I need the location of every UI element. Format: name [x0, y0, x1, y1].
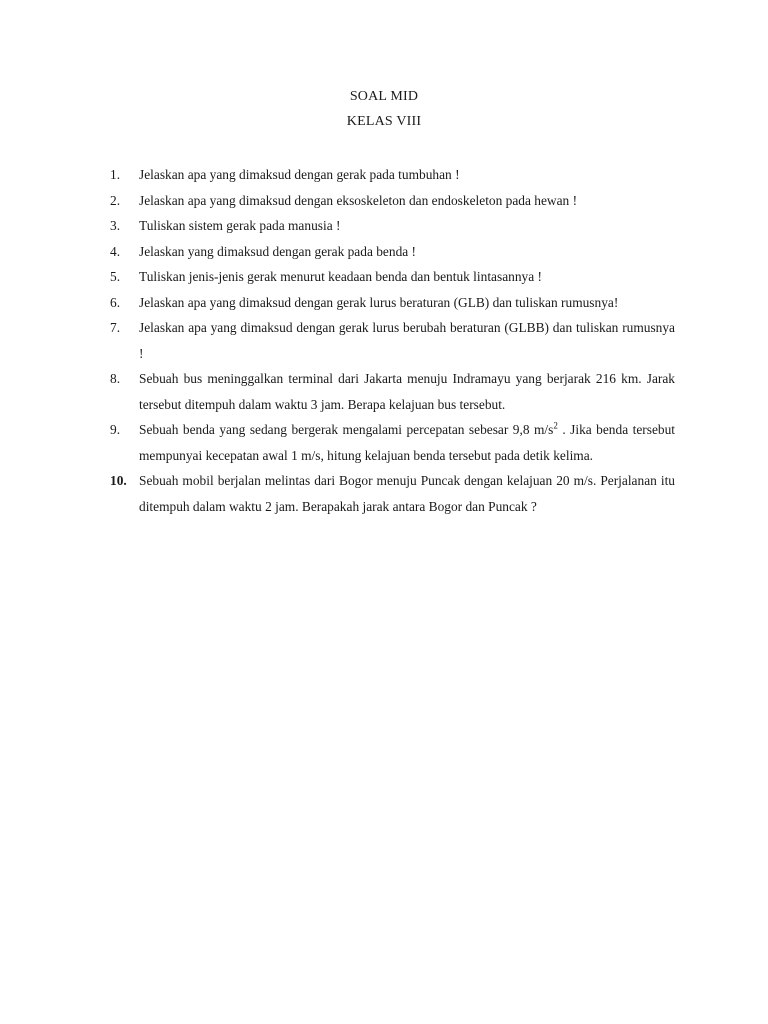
question-text-after: . Jika benda tersebut mempunyai kecepatan awal 1 m/s, hitung kelajuan benda tersebut pada detik kelima. — [139, 422, 676, 463]
question-text-before: Sebuah benda yang sedang bergerak mengalami percepatan sebesar 9,8 m/s — [139, 422, 554, 437]
question-item-6 — [110, 290, 675, 316]
question-number: 1. — [110, 167, 121, 182]
question-text: Sebuah bus meninggalkan terminal dari Jakarta menuju Indramayu yang berjarak 216 km. Jarak tersebut ditempuh dalam waktu 3 jam. Berapa kelajuan bus tersebut. — [139, 371, 675, 412]
question-list — [110, 162, 675, 519]
question-number: 6. — [110, 294, 121, 310]
question-number: 10. — [110, 473, 127, 488]
question-item-9 — [110, 417, 675, 468]
question-number: 4. — [110, 243, 121, 259]
question-item-1 — [110, 162, 675, 188]
question-item-10 — [110, 468, 675, 519]
question-text: Jelaskan apa yang dimaksud dengan gerak lurus beraturan (GLB) dan tuliskan rumusnya! — [139, 294, 619, 310]
question-text: Sebuah mobil berjalan melintas dari Bogor menuju Puncak dengan kelajuan 20 m/s. Perjalanan itu ditempuh dalam waktu 2 jam. Berapakah jarak antara Bogor dan Puncak ? — [139, 473, 675, 514]
question-text: Jelaskan apa yang dimaksud dengan eksoskeleton dan endoskeleton pada hewan ! — [139, 192, 578, 208]
question-text: Jelaskan apa yang dimaksud dengan gerak pada tumbuhan ! — [139, 167, 460, 182]
document-title: SOAL MID — [349, 89, 419, 104]
question-item-7 — [110, 315, 675, 366]
question-text — [139, 417, 675, 468]
question-number: 2. — [110, 192, 121, 208]
question-item-5 — [110, 264, 675, 290]
question-number: 8. — [110, 371, 121, 386]
document-subtitle: KELAS VIII — [346, 114, 422, 129]
question-number: 9. — [110, 422, 121, 437]
question-number: 5. — [110, 269, 121, 284]
question-text: Tuliskan jenis-jenis gerak menurut keadaan benda dan bentuk lintasannya ! — [139, 269, 542, 284]
question-item-4 — [110, 239, 675, 265]
question-number: 7. — [110, 320, 121, 335]
question-item-2 — [110, 188, 675, 214]
question-item-8 — [110, 366, 675, 417]
question-text: Jelaskan yang dimaksud dengan gerak pada benda ! — [139, 243, 417, 259]
question-text: Jelaskan apa yang dimaksud dengan gerak lurus berubah beraturan (GLBB) dan tuliskan rumusnya ! — [139, 320, 675, 361]
question-item-3 — [110, 213, 675, 239]
question-number: 3. — [110, 218, 121, 233]
superscript-exponent: 2 — [553, 420, 558, 431]
question-text: Tuliskan sistem gerak pada manusia ! — [139, 218, 341, 233]
